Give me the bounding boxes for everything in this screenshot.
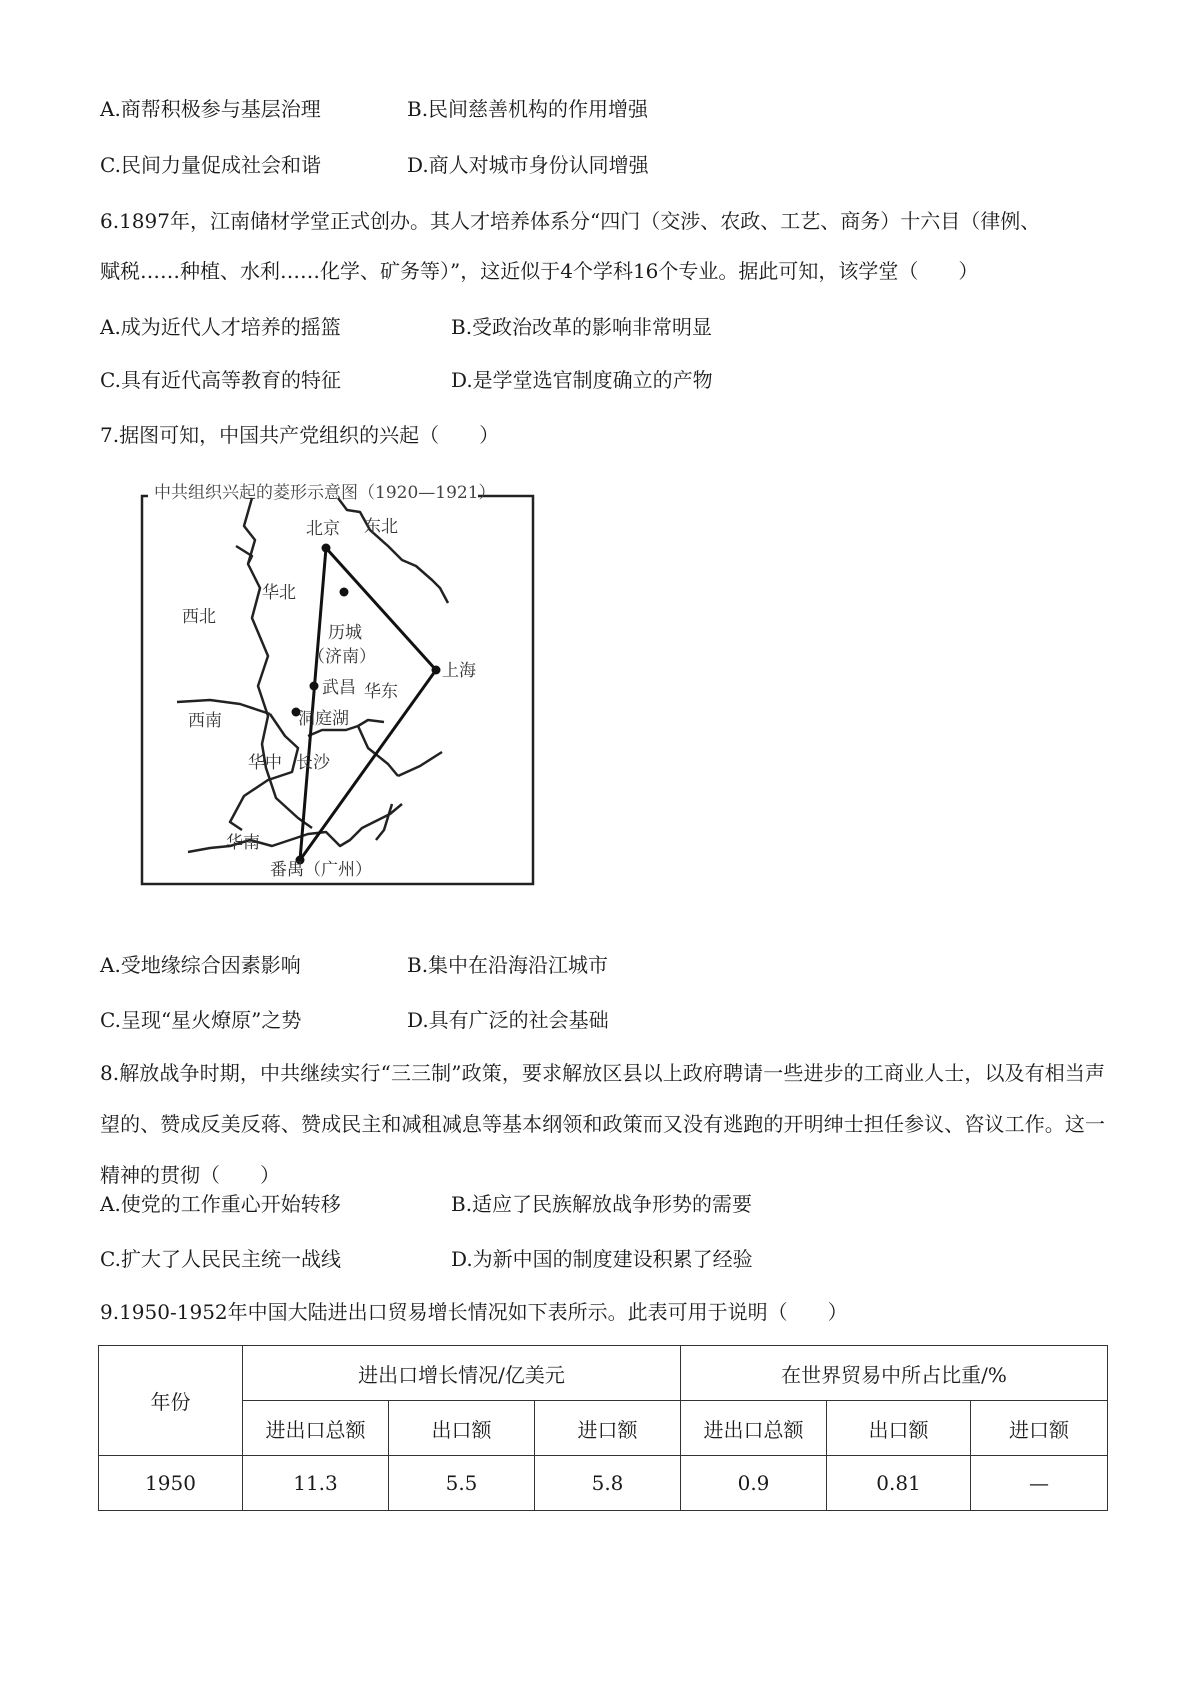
- shanghai-dot: [432, 666, 441, 675]
- q8-stem: 8.解放战争时期，中共继续实行“三三制”政策，要求解放区县以上政府聘请一些进步的工商业人士，以及有相当声望的、赞成反美反蒋、赞成民主和减租减息等基本纲领和政策而又没有逃跑的开明绅士担任参议、咨议工作。这一精神的贯彻（ ）: [100, 1061, 1105, 1187]
- subheader-share-import: 进口额: [971, 1401, 1108, 1456]
- subheader-share-total: 进出口总额: [681, 1401, 827, 1456]
- diamond-lines: [300, 548, 436, 860]
- label-beijing: 北京: [306, 519, 340, 539]
- label-shanghai: 上海: [442, 661, 476, 681]
- header-growth: 进出口增长情况/亿美元: [243, 1346, 681, 1401]
- beijing-dot: [322, 544, 331, 553]
- cell-value: 5.5: [389, 1456, 535, 1511]
- cell-value: 0.81: [827, 1456, 971, 1511]
- subheader-share-export: 出口额: [827, 1401, 971, 1456]
- q9-stem: 9.1950-1952年中国大陆进出口贸易增长情况如下表所示。此表可用于说明（ ）: [100, 1300, 848, 1324]
- q5-option-b: B.民间慈善机构的作用增强: [407, 97, 649, 121]
- label-huanan: 华南: [226, 833, 260, 853]
- q8-option-b: B.适应了民族解放战争形势的需要: [451, 1192, 753, 1216]
- q7-option-b: B.集中在沿海沿江城市: [407, 953, 609, 977]
- cell-value: 0.9: [681, 1456, 827, 1511]
- q8-option-c: C.扩大了人民民主统一战线: [100, 1247, 341, 1271]
- cell-value: 11.3: [243, 1456, 389, 1511]
- header-year: 年份: [99, 1346, 243, 1456]
- q6-option-d: D.是学堂选官制度确立的产物: [451, 368, 713, 392]
- licheng-dot: [340, 588, 349, 597]
- label-huadong: 华东: [364, 682, 398, 702]
- q6-option-c: C.具有近代高等教育的特征: [100, 368, 341, 392]
- subheader-total: 进出口总额: [243, 1401, 389, 1456]
- label-dongtinghu: 洞庭湖: [298, 709, 349, 729]
- q7-option-c: C.呈现“星火燎原”之势: [100, 1008, 302, 1032]
- party-diamond-map: [140, 468, 536, 888]
- label-jinan: （济南）: [308, 647, 376, 667]
- subheader-import: 进口额: [535, 1401, 681, 1456]
- table-row: [99, 1456, 1108, 1511]
- label-xinan: 西南: [188, 711, 222, 731]
- q6-option-b: B.受政治改革的影响非常明显: [451, 315, 713, 339]
- label-huabei: 华北: [262, 583, 296, 603]
- cell-value: 5.8: [535, 1456, 681, 1511]
- q6-stem-line2: 赋税……种植、水利……化学、矿务等）”，这近似于4个学科16个专业。据此可知，该学堂（ ）: [100, 259, 979, 283]
- q5-option-a: A.商帮积极参与基层治理: [100, 97, 321, 121]
- label-dongbei: 东北: [364, 517, 398, 537]
- q8-option-a: A.使党的工作重心开始转移: [100, 1192, 341, 1216]
- cell-value: —: [971, 1456, 1108, 1511]
- label-xibei: 西北: [182, 607, 216, 627]
- trade-table: [98, 1345, 1108, 1511]
- q5-option-d: D.商人对城市身份认同增强: [407, 153, 649, 177]
- region-borders: [177, 498, 448, 852]
- q7-option-a: A.受地缘综合因素影响: [100, 953, 301, 977]
- q8-option-d: D.为新中国的制度建设积累了经验: [451, 1247, 753, 1271]
- cell-year: 1950: [99, 1456, 243, 1511]
- header-share: 在世界贸易中所占比重/%: [681, 1346, 1108, 1401]
- q7-stem: 7.据图可知，中国共产党组织的兴起（ ）: [100, 423, 500, 447]
- q6-option-a: A.成为近代人才培养的摇篮: [100, 315, 341, 339]
- subheader-export: 出口额: [389, 1401, 535, 1456]
- label-panyu: 番禺（广州）: [270, 860, 372, 880]
- label-wuchang: 武昌: [322, 678, 356, 698]
- q5-option-c: C.民间力量促成社会和谐: [100, 153, 321, 177]
- map-title: 中共组织兴起的菱形示意图（1920—1921）: [154, 483, 496, 503]
- label-huazhong: 华中: [248, 753, 282, 773]
- wuchang-dot: [310, 682, 319, 691]
- label-changsha: 长沙: [296, 753, 330, 773]
- q7-option-d: D.具有广泛的社会基础: [407, 1008, 609, 1032]
- label-licheng: 历城: [328, 623, 362, 643]
- q6-stem-line1: 6.1897年，江南储材学堂正式创办。其人才培养体系分“四门（交涉、农政、工艺、商务）十六目（律例、: [100, 209, 1041, 233]
